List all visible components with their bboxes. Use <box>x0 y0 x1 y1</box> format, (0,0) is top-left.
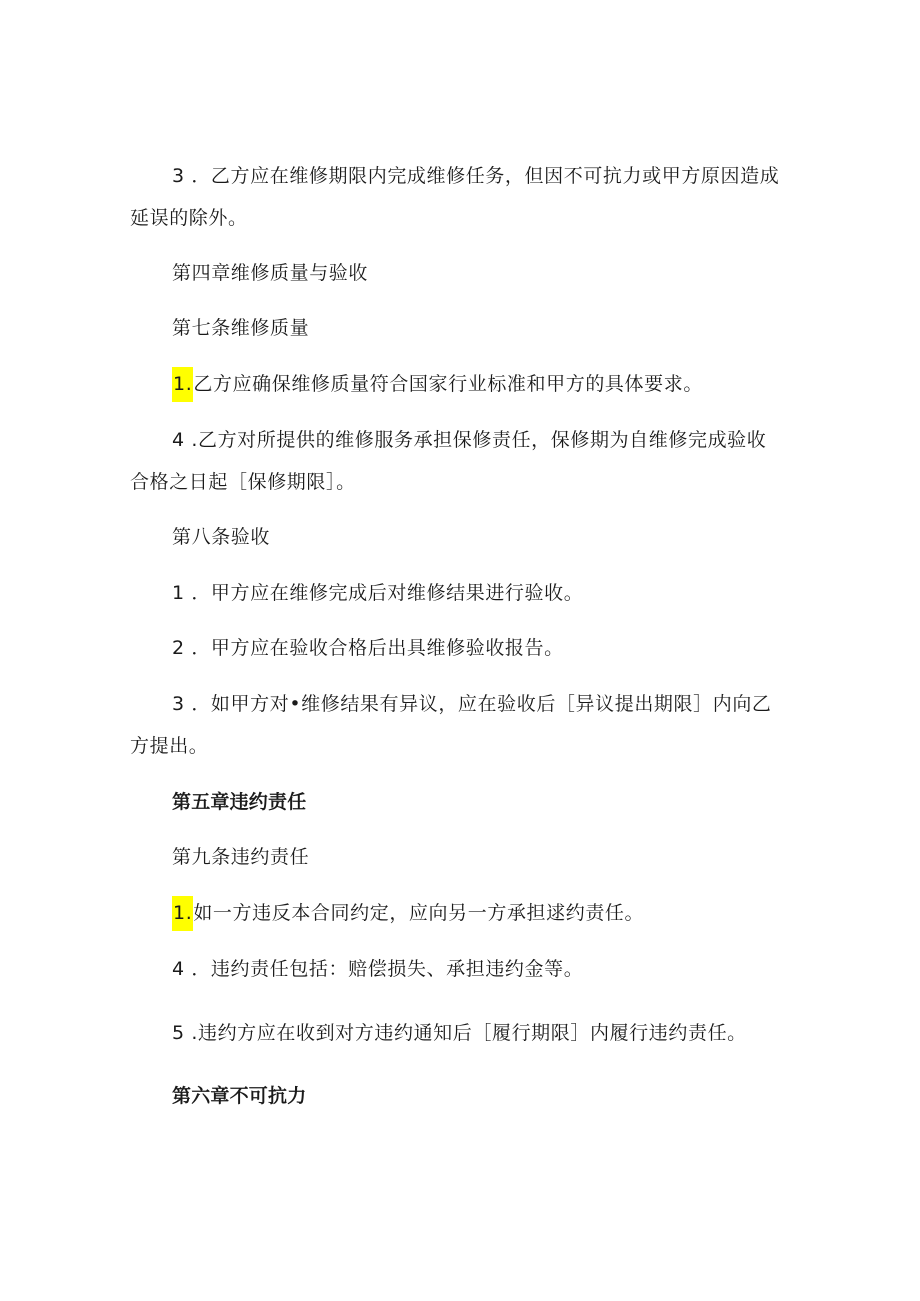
clause-3-line-1: 3 ．乙方应在维修期限内完成维修任务，但因不可抗力或甲方原因造成 <box>172 165 780 187</box>
article-7-item-1-text: 乙方应确保维修质量符合国家行业标准和甲方的具体要求。 <box>193 373 703 395</box>
chapter-4-heading: 第四章维修质量与验收 <box>172 262 369 284</box>
clause-3-line-2: 延误的除外。 <box>130 207 248 229</box>
article-9-item-4: 4 ．违约责任包括：赔偿损失、承担违约金等。 <box>172 958 584 980</box>
chapter-6-heading: 第六章不可抗力 <box>172 1085 307 1107</box>
article-7-item-4-line-1: 4 .乙方对所提供的维修服务承担保修责任，保修期为自维修完成验收 <box>172 429 767 451</box>
highlight-marker: 1. <box>172 896 193 931</box>
article-8-item-3-line-2: 方提出。 <box>130 735 209 757</box>
article-7-item-4-line-2: 合格之日起［保修期限］。 <box>130 471 356 493</box>
article-7-heading: 第七条维修质量 <box>172 317 310 339</box>
article-9-item-1-text: 如一方违反本合同约定，应向另一方承担逑约责任。 <box>193 902 645 924</box>
article-9-item-1 <box>172 901 644 925</box>
article-8-item-3-line-1: 3 ．如甲方对•维修结果有异议，应在验收后［异议提出期限］内向乙 <box>172 693 772 715</box>
chapter-5-heading: 第五章违约责任 <box>172 791 307 813</box>
article-8-item-1: 1 ．甲方应在维修完成后对维修结果进行验收。 <box>172 582 584 604</box>
article-7-item-1 <box>172 372 703 396</box>
article-9-item-5: 5 .违约方应在收到对方违约通知后［履行期限］内履行违约责任。 <box>172 1022 747 1044</box>
article-8-item-2: 2 ．甲方应在验收合格后出具维修验收报告。 <box>172 637 564 659</box>
highlight-marker: 1. <box>172 367 193 402</box>
article-9-heading: 第九条违约责任 <box>172 846 310 868</box>
article-8-heading: 第八条验收 <box>172 526 271 548</box>
